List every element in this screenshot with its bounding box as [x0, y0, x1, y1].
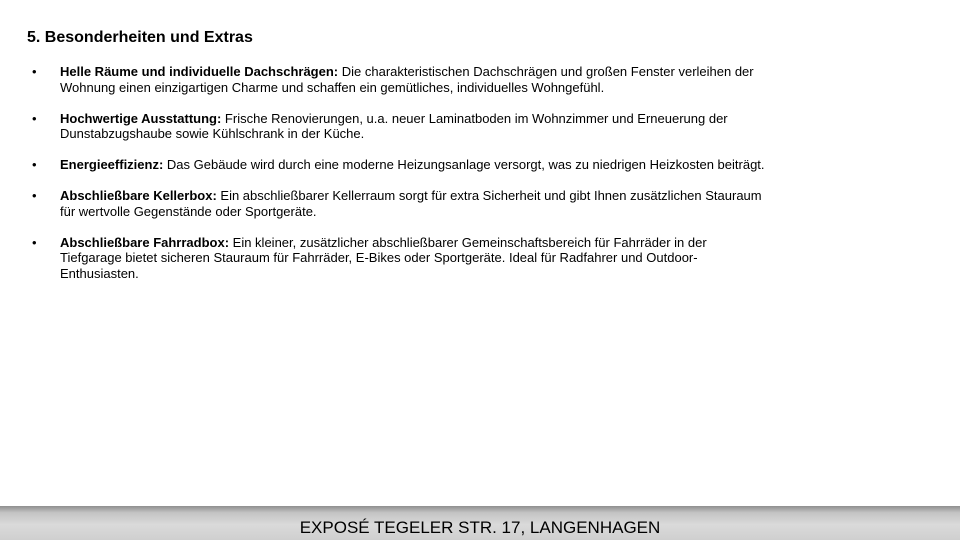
feature-term: Energieeffizienz: — [60, 157, 164, 172]
bullet-icon: • — [32, 234, 37, 250]
bullet-icon: • — [32, 110, 37, 126]
feature-description: Die charakteristischen Dachschrägen und großen Fenster verleihen der Wohnung einen einzigartigen Charme und schaffen ein gemütliches, individuelles Wohngefühl. — [60, 64, 754, 95]
feature-term: Abschließbare Kellerbox: — [60, 188, 217, 203]
bullet-icon: • — [32, 188, 37, 203]
feature-description: Ein abschließbarer Kellerraum sorgt für extra Sicherheit und gibt Ihnen zusätzlichen Stauraum für wertvolle Gegenstände oder Sportgeräte. — [60, 188, 762, 219]
feature-description: Ein kleiner, zusätzlicher abschließbarer Gemeinschaftsbereich für Fahrräder in der Tiefgarage bietet sicheren Stauraum für Fahrräder, E-Bikes oder Sportgeräte. Ideal für Radfahrer und Outdoor-Enthusiasten. — [60, 234, 707, 281]
feature-item-equipment — [32, 110, 770, 142]
feature-item-light-rooms — [32, 64, 770, 95]
footer-bar — [0, 506, 960, 540]
feature-item-cellar-box — [32, 188, 770, 219]
footer-title: EXPOSÉ TEGELER STR. 17, LANGENHAGEN — [299, 518, 661, 537]
section-heading: 5. Besonderheiten und Extras — [27, 29, 253, 46]
feature-term: Hochwertige Ausstattung: — [60, 110, 222, 126]
feature-description: Das Gebäude wird durch eine moderne Heizungsanlage versorgt, was zu niedrigen Heizkosten beiträgt. — [163, 157, 765, 172]
bullet-icon: • — [32, 157, 37, 172]
feature-item-energy — [32, 157, 770, 173]
feature-item-bicycle-box — [32, 234, 770, 282]
bullet-icon: • — [32, 64, 37, 79]
feature-description: Frische Renovierungen, u.a. neuer Laminatboden im Wohnzimmer und Erneuerung der Dunstabzugshaube sowie Kühlschrank in der Küche. — [60, 110, 728, 141]
feature-term: Helle Räume und individuelle Dachschrägen: — [60, 64, 339, 79]
feature-list — [32, 64, 770, 297]
feature-term: Abschließbare Fahrradbox: — [60, 234, 230, 250]
